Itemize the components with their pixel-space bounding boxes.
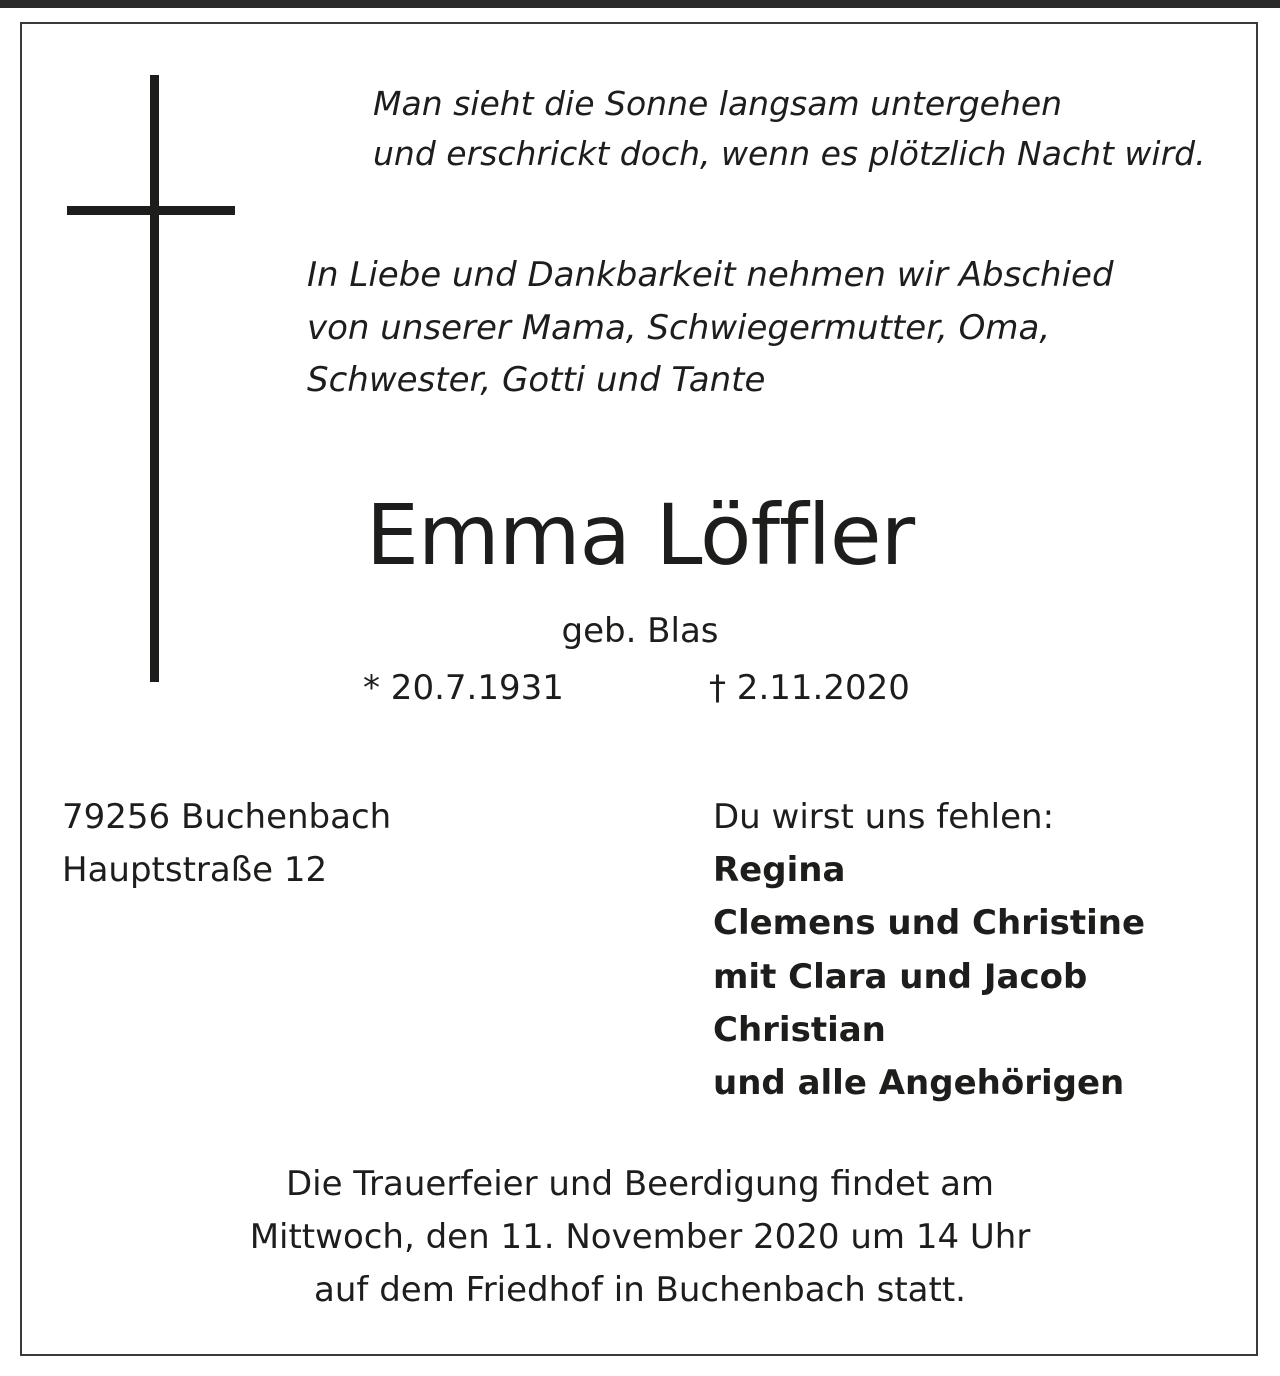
maiden-name: geb. Blas xyxy=(561,611,719,651)
mourner-name: Clemens und Christine xyxy=(713,903,1146,943)
mourner-name: Christian xyxy=(713,1010,886,1050)
address-line-1: 79256 Buchenbach xyxy=(62,797,392,837)
obituary-page xyxy=(0,8,1280,1376)
quote-line-2: und erschrickt doch, wenn es plötzlich Nacht wird. xyxy=(373,134,1206,173)
deceased-name: Emma Löffler xyxy=(365,486,915,584)
cross-vertical-bar xyxy=(150,75,159,682)
birth-date: * 20.7.1931 xyxy=(363,668,564,708)
quote-line-1: Man sieht die Sonne langsam untergehen xyxy=(373,84,1063,123)
intro-line-3: Schwester, Gotti und Tante xyxy=(307,360,766,400)
cross-horizontal-bar xyxy=(67,206,235,215)
mourner-name: Regina xyxy=(713,850,846,890)
mourner-name: und alle Angehörigen xyxy=(713,1063,1125,1103)
death-date: † 2.11.2020 xyxy=(709,668,910,708)
obituary-border xyxy=(20,22,1258,1356)
mourners-heading: Du wirst uns fehlen: xyxy=(713,797,1055,837)
mourner-name: mit Clara und Jacob xyxy=(713,957,1088,997)
service-line-1: Die Trauerfeier und Beerdigung findet am xyxy=(285,1164,995,1204)
address-line-2: Hauptstraße 12 xyxy=(62,850,328,890)
intro-line-2: von unserer Mama, Schwiegermutter, Oma, xyxy=(307,308,1051,348)
intro-line-1: In Liebe und Dankbarkeit nehmen wir Abschied xyxy=(307,255,1114,295)
service-line-2: Mittwoch, den 11. November 2020 um 14 Uhr xyxy=(249,1217,1031,1257)
service-line-3: auf dem Friedhof in Buchenbach statt. xyxy=(314,1270,966,1310)
